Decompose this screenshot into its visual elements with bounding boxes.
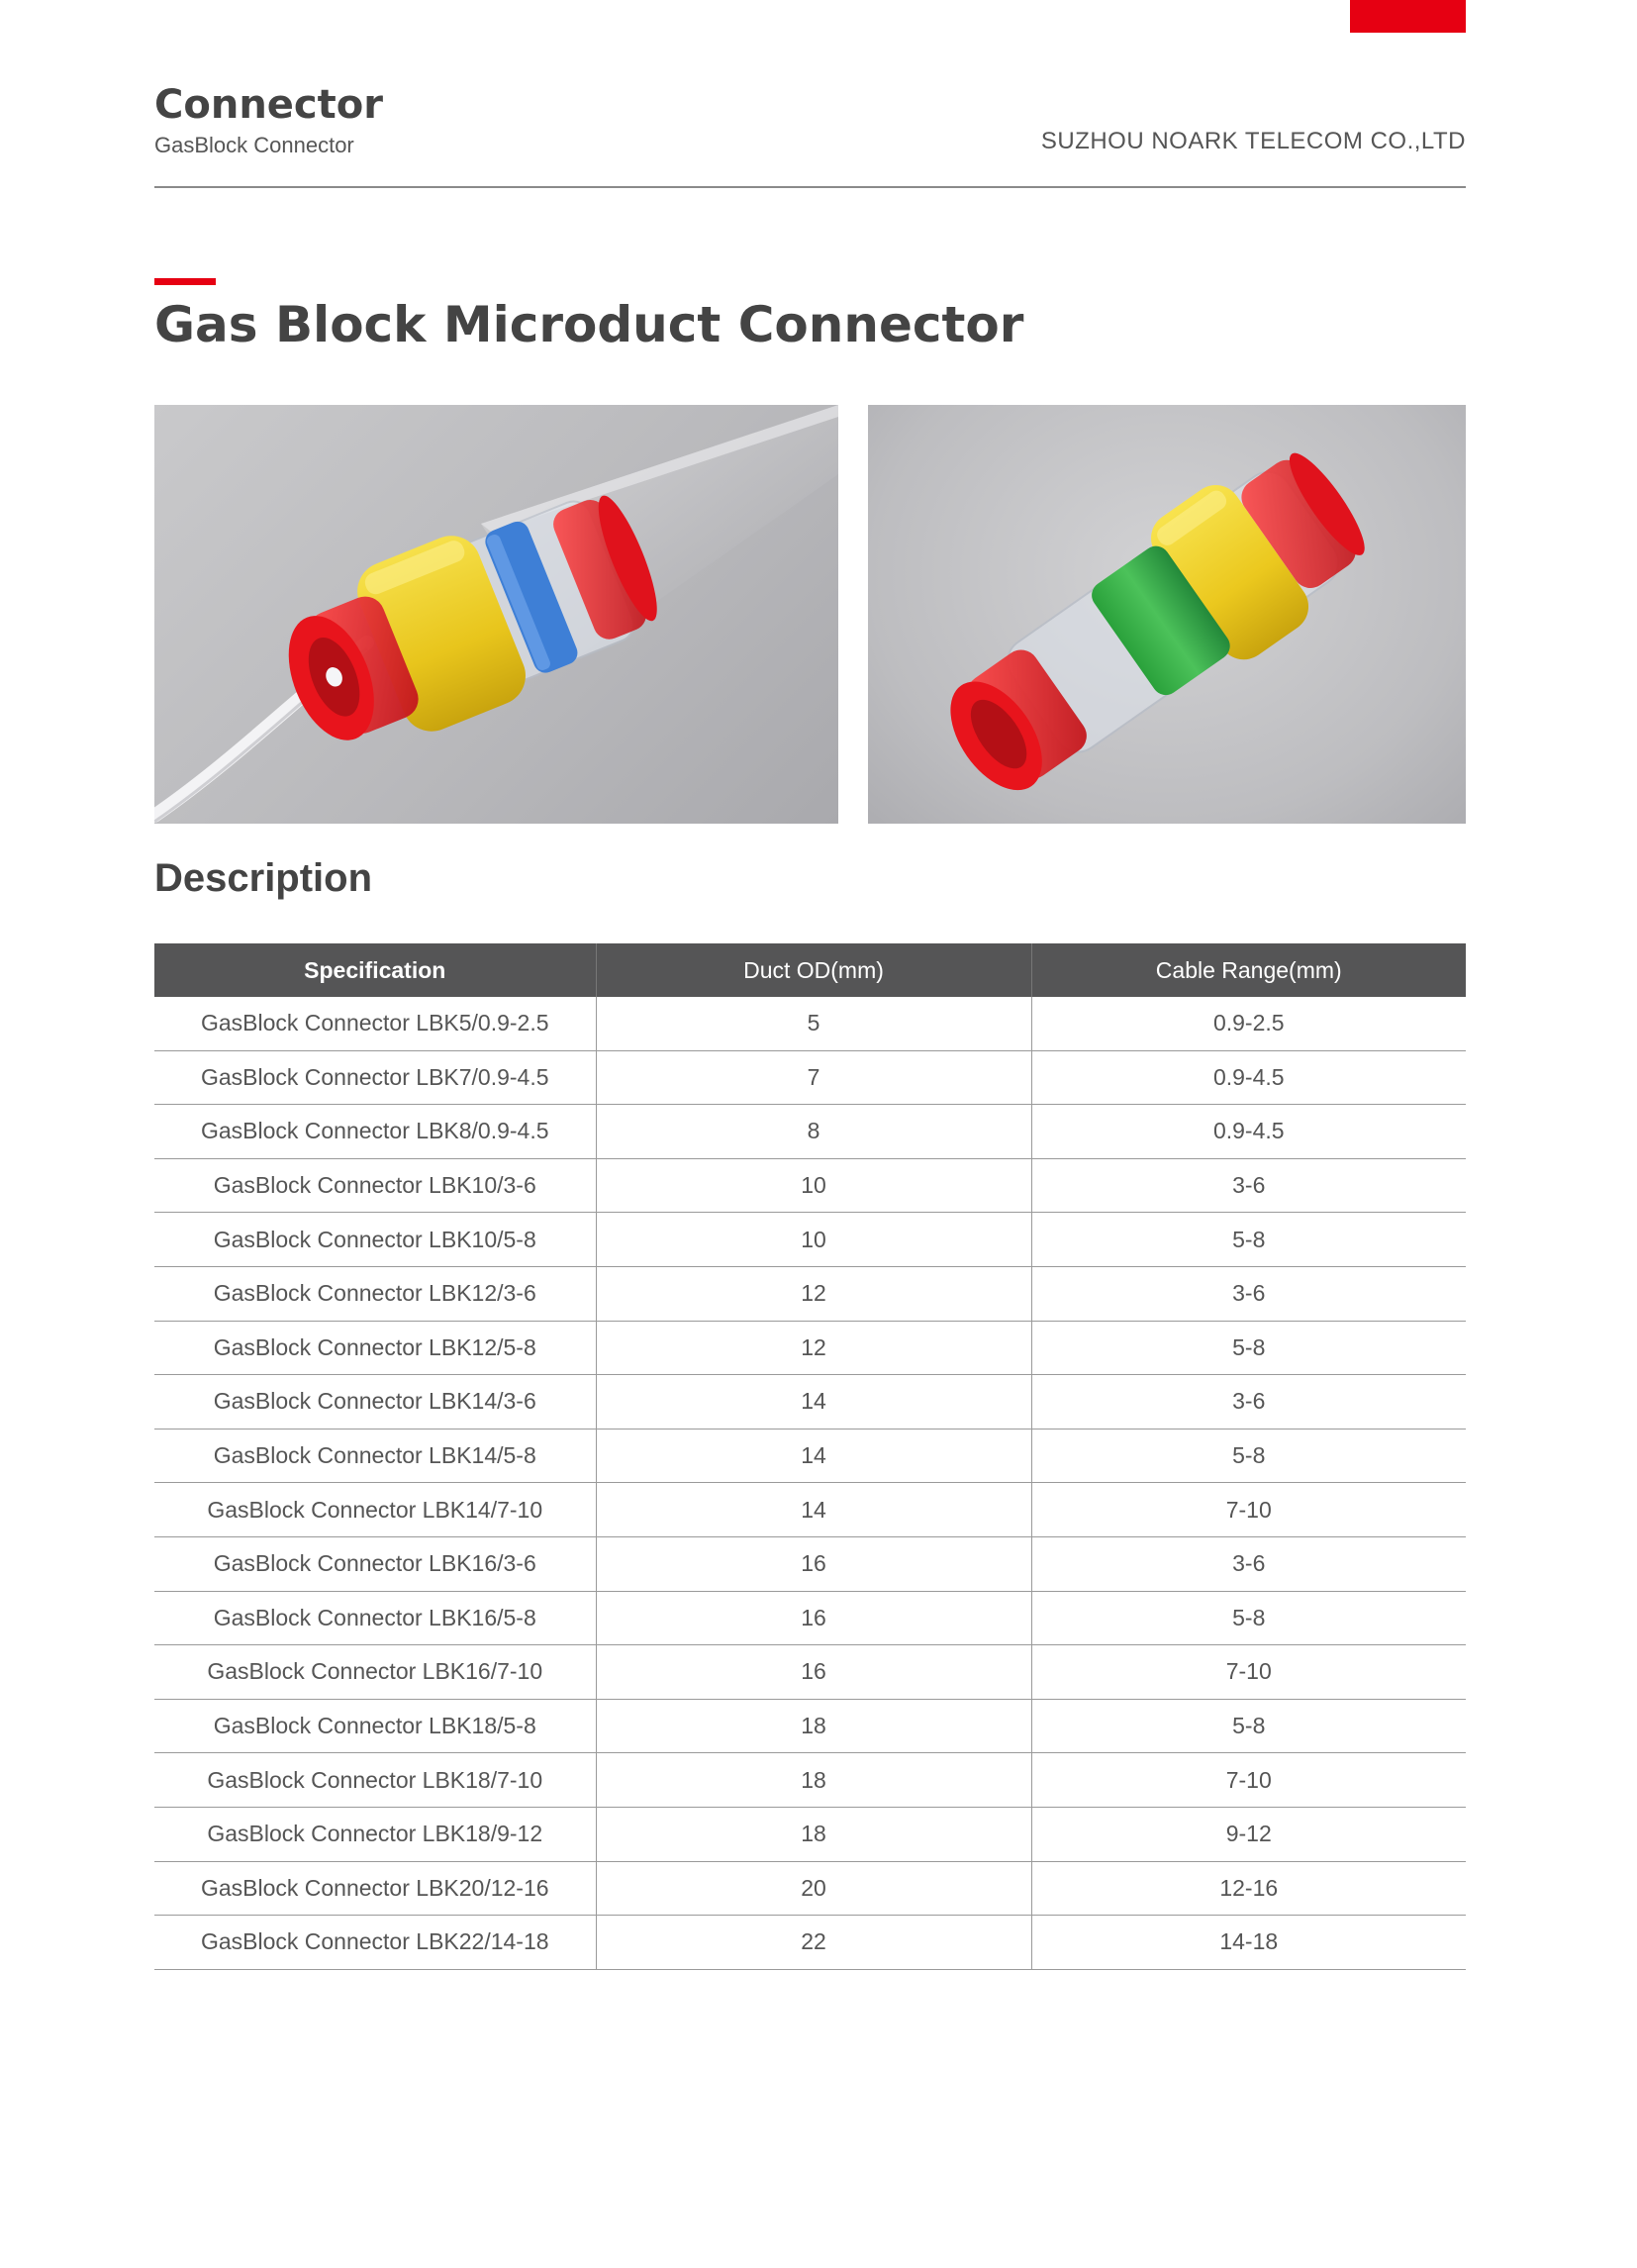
cell-cable-range: 12-16 bbox=[1031, 1861, 1466, 1916]
table-row bbox=[154, 1645, 1466, 1700]
cell-cable-range: 5-8 bbox=[1031, 1429, 1466, 1483]
table-row bbox=[154, 1429, 1466, 1483]
cell-duct-od: 14 bbox=[596, 1483, 1031, 1537]
cell-specification: GasBlock Connector LBK5/0.9-2.5 bbox=[154, 997, 596, 1050]
cell-specification: GasBlock Connector LBK10/3-6 bbox=[154, 1158, 596, 1213]
description-heading: Description bbox=[154, 856, 373, 900]
cell-cable-range: 5-8 bbox=[1031, 1591, 1466, 1645]
cell-duct-od: 5 bbox=[596, 997, 1031, 1050]
cell-specification: GasBlock Connector LBK7/0.9-4.5 bbox=[154, 1050, 596, 1105]
cell-specification: GasBlock Connector LBK18/7-10 bbox=[154, 1753, 596, 1808]
cell-specification: GasBlock Connector LBK8/0.9-4.5 bbox=[154, 1105, 596, 1159]
cell-duct-od: 18 bbox=[596, 1753, 1031, 1808]
cell-duct-od: 12 bbox=[596, 1266, 1031, 1321]
table-row bbox=[154, 1807, 1466, 1861]
cell-specification: GasBlock Connector LBK14/5-8 bbox=[154, 1429, 596, 1483]
cell-cable-range: 0.9-2.5 bbox=[1031, 997, 1466, 1050]
table-row bbox=[154, 1753, 1466, 1808]
table-row bbox=[154, 1536, 1466, 1591]
cell-cable-range: 14-18 bbox=[1031, 1916, 1466, 1970]
cell-cable-range: 3-6 bbox=[1031, 1158, 1466, 1213]
company-name: SUZHOU NOARK TELECOM CO.,LTD bbox=[1040, 128, 1466, 154]
cell-specification: GasBlock Connector LBK12/5-8 bbox=[154, 1321, 596, 1375]
cell-cable-range: 5-8 bbox=[1031, 1699, 1466, 1753]
cell-duct-od: 16 bbox=[596, 1645, 1031, 1700]
cell-cable-range: 7-10 bbox=[1031, 1753, 1466, 1808]
cell-duct-od: 10 bbox=[596, 1158, 1031, 1213]
table-row bbox=[154, 1483, 1466, 1537]
cell-cable-range: 7-10 bbox=[1031, 1483, 1466, 1537]
table-row bbox=[154, 1105, 1466, 1159]
connector-photo-green-yellow bbox=[868, 405, 1466, 824]
table-row bbox=[154, 1213, 1466, 1267]
table-row bbox=[154, 1321, 1466, 1375]
cell-duct-od: 20 bbox=[596, 1861, 1031, 1916]
cell-specification: GasBlock Connector LBK16/7-10 bbox=[154, 1645, 596, 1700]
cell-duct-od: 14 bbox=[596, 1375, 1031, 1430]
table-row bbox=[154, 997, 1466, 1050]
cell-cable-range: 7-10 bbox=[1031, 1645, 1466, 1700]
cell-duct-od: 14 bbox=[596, 1429, 1031, 1483]
column-header-duct-od: Duct OD(mm) bbox=[596, 943, 1031, 997]
cell-duct-od: 16 bbox=[596, 1591, 1031, 1645]
cell-duct-od: 12 bbox=[596, 1321, 1031, 1375]
cell-cable-range: 0.9-4.5 bbox=[1031, 1105, 1466, 1159]
cell-specification: GasBlock Connector LBK16/5-8 bbox=[154, 1591, 596, 1645]
cell-specification: GasBlock Connector LBK22/14-18 bbox=[154, 1916, 596, 1970]
cell-cable-range: 0.9-4.5 bbox=[1031, 1050, 1466, 1105]
cell-duct-od: 22 bbox=[596, 1916, 1031, 1970]
column-header-cable-range: Cable Range(mm) bbox=[1031, 943, 1466, 997]
table-row bbox=[154, 1266, 1466, 1321]
cell-cable-range: 3-6 bbox=[1031, 1536, 1466, 1591]
cell-cable-range: 5-8 bbox=[1031, 1213, 1466, 1267]
specification-table bbox=[154, 943, 1466, 1970]
column-header-specification: Specification bbox=[154, 943, 596, 997]
table-row bbox=[154, 1375, 1466, 1430]
cell-specification: GasBlock Connector LBK12/3-6 bbox=[154, 1266, 596, 1321]
table-row bbox=[154, 1699, 1466, 1753]
connector-photo-blue-yellow bbox=[154, 405, 838, 824]
cell-duct-od: 7 bbox=[596, 1050, 1031, 1105]
cell-cable-range: 3-6 bbox=[1031, 1266, 1466, 1321]
top-accent-tab bbox=[1350, 0, 1466, 33]
cell-duct-od: 10 bbox=[596, 1213, 1031, 1267]
table-row bbox=[154, 1591, 1466, 1645]
header-title: Connector bbox=[154, 82, 383, 128]
cell-specification: GasBlock Connector LBK18/5-8 bbox=[154, 1699, 596, 1753]
cell-cable-range: 3-6 bbox=[1031, 1375, 1466, 1430]
table-row bbox=[154, 1916, 1466, 1970]
cell-duct-od: 16 bbox=[596, 1536, 1031, 1591]
header-subtitle: GasBlock Connector bbox=[154, 133, 354, 157]
cell-specification: GasBlock Connector LBK14/3-6 bbox=[154, 1375, 596, 1430]
cell-duct-od: 18 bbox=[596, 1699, 1031, 1753]
cell-cable-range: 9-12 bbox=[1031, 1807, 1466, 1861]
cell-duct-od: 18 bbox=[596, 1807, 1031, 1861]
cell-specification: GasBlock Connector LBK18/9-12 bbox=[154, 1807, 596, 1861]
cell-cable-range: 5-8 bbox=[1031, 1321, 1466, 1375]
title-accent-bar bbox=[154, 278, 216, 285]
table-header-row bbox=[154, 943, 1466, 997]
page-title: Gas Block Microduct Connector bbox=[154, 296, 1024, 353]
cell-specification: GasBlock Connector LBK14/7-10 bbox=[154, 1483, 596, 1537]
cell-specification: GasBlock Connector LBK20/12-16 bbox=[154, 1861, 596, 1916]
cell-duct-od: 8 bbox=[596, 1105, 1031, 1159]
cell-specification: GasBlock Connector LBK10/5-8 bbox=[154, 1213, 596, 1267]
table-row bbox=[154, 1050, 1466, 1105]
cell-specification: GasBlock Connector LBK16/3-6 bbox=[154, 1536, 596, 1591]
table-row bbox=[154, 1861, 1466, 1916]
table-row bbox=[154, 1158, 1466, 1213]
header-divider bbox=[154, 186, 1466, 188]
